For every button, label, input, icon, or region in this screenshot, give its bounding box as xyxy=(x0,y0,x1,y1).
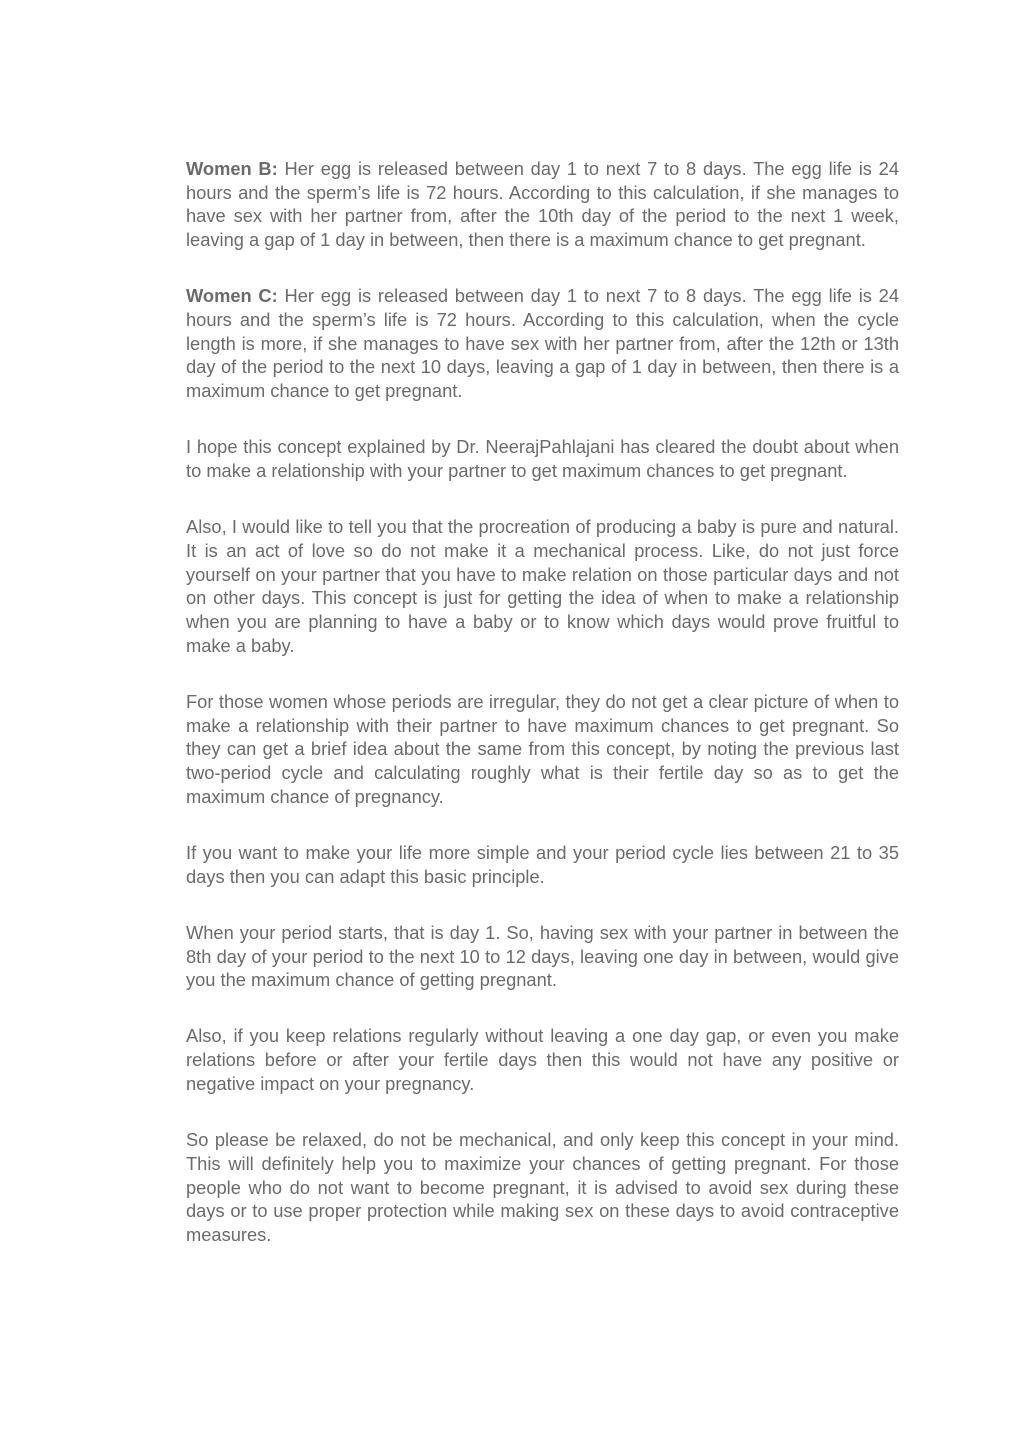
paragraph-women-b xyxy=(186,157,899,252)
paragraph-text: I hope this concept explained by Dr. NeerajPahlajani has cleared the doubt about when to make a relationship with your partner to get maximum chances to get pregnant. xyxy=(186,436,899,482)
paragraph-text: Also, if you keep relations regularly without leaving a one day gap, or even you make relations before or after your fertile days then this would not have any positive or negative impact on your pregnancy. xyxy=(186,1025,899,1094)
paragraph-text: For those women whose periods are irregular, they do not get a clear picture of when to make a relationship with their partner to have maximum chances to get pregnant. So they can get a brief idea about the same from this concept, by noting the previous last two-period cycle and calculating roughly what is their fertile day so as to get the maximum chance of pregnancy. xyxy=(186,690,899,807)
paragraph-concept-summary xyxy=(186,435,899,482)
paragraph-text: So please be relaxed, do not be mechanical, and only keep this concept in your mind. This will definitely help you to maximize your chances of getting pregnant. For those people who do not want to become pregnant, it is advised to avoid sex during these days or to use proper protection while making sex on these days to avoid contraceptive measures. xyxy=(186,1129,899,1245)
paragraph-basic-principle xyxy=(186,841,899,888)
paragraph-natural-process xyxy=(186,515,899,657)
paragraph-day-one xyxy=(186,921,899,992)
paragraph-text: Also, I would like to tell you that the procreation of producing a baby is pure and natural. It is an act of love so do not make it a mechanical process. Like, do not just force yourself on your partner that you have to make relation on those particular days and not on other days. This concept is just for getting the idea of when to make a relationship when you are planning to have a baby or to know which days would prove fruitful to make a baby. xyxy=(186,516,899,656)
paragraph-text: If you want to make your life more simple and your period cycle lies between 21 to 35 days then you can adapt this basic principle. xyxy=(186,841,899,887)
paragraph-be-relaxed xyxy=(186,1128,899,1247)
paragraph-text: Her egg is released between day 1 to next 7 to 8 days. The egg life is 24 hours and the sperm’s life is 72 hours. According to this calculation, when the cycle length is more, if she manages to have sex with her partner from, after the 12th or 13th day of the period to the next 10 days, leaving a gap of 1 day in between, then there is a maximum chance to get pregnant. xyxy=(186,285,899,402)
document-body xyxy=(186,157,899,1247)
paragraph-text: Her egg is released between day 1 to next 7 to 8 days. The egg life is 24 hours and the sperm’s life is 72 hours. According to this calculation, if she manages to have sex with her partner from, after the 10th day of the period to the next 1 week, leaving a gap of 1 day in between, then there is a maximum chance to get pregnant. xyxy=(186,158,899,251)
paragraph-lead: Women B: xyxy=(186,158,278,179)
paragraph-irregular-periods xyxy=(186,690,899,809)
paragraph-text: When your period starts, that is day 1. So, having sex with your partner in between the 8th day of your period to the next 10 to 12 days, leaving one day in between, would give you the maximum chance of getting pregnant. xyxy=(186,921,899,991)
paragraph-lead: Women C: xyxy=(186,285,278,307)
paragraph-regular-relations xyxy=(186,1024,899,1095)
paragraph-women-c xyxy=(186,284,899,403)
